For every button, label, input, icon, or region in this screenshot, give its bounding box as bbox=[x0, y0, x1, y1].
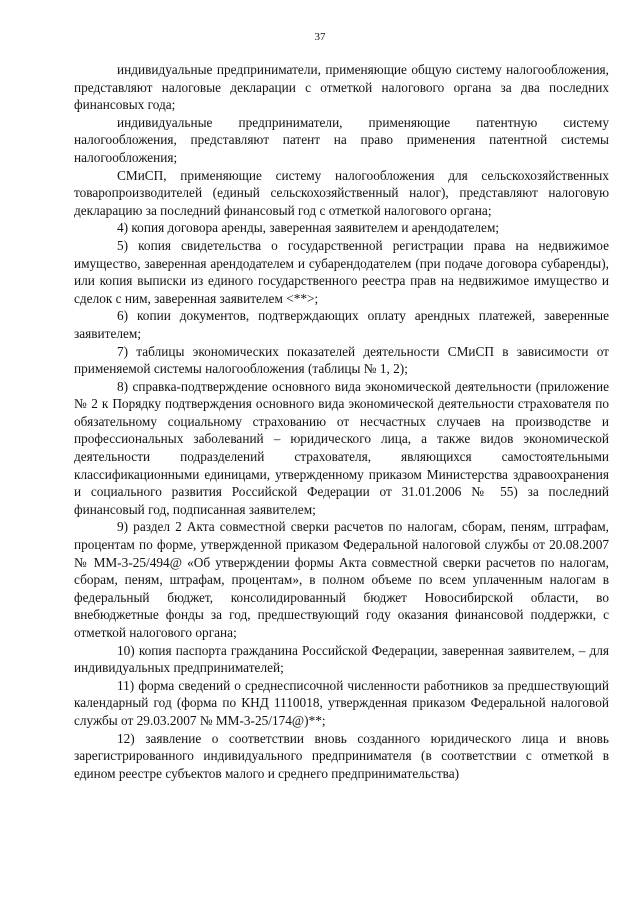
list-item-6: 6) копии документов, подтверждающих оплату арендных платежей, заверенные заявителем; bbox=[74, 308, 609, 341]
paragraph-ip-general-tax: индивидуальные предприниматели, применяющие общую систему налогообложения, представляют налоговые декларации с отметкой налогового органа за два последних финансовых года; bbox=[74, 62, 609, 113]
page-number: 37 bbox=[314, 31, 326, 43]
paragraph-ip-patent: индивидуальные предприниматели, применяющие патентную систему налогообложения, представляют патент на право применения патентной системы налогообложения; bbox=[74, 114, 609, 165]
list-item-7: 7) таблицы экономических показателей деятельности СМиСП в зависимости от применяемой системы налогообложения (таблицы № 1, 2); bbox=[74, 343, 609, 377]
list-item-8: 8) справка-подтверждение основного вида экономической деятельности (приложение № 2 к Порядку подтверждения основного вида экономической деятельности страхователя по обязательному социальному страхованию от несчастных случаев на производстве и профессиональных заболеваний – юридического лица, а также видов экономической деятельности подразделений страхователя, являющихся самостоятельными классификационными единицами, утвержденному приказом Министерства здравоохранения и социального развития Российской Федерации от 31.01.2006 № 55) за последний финансовый год, подписанная заявителем; bbox=[74, 378, 609, 517]
list-item-4: 4) копия договора аренды, заверенная заявителем и арендодателем; bbox=[117, 220, 500, 236]
list-item-12: 12) заявление о соответствии вновь созданного юридического лица и вновь зарегистрированного индивидуального предпринимателя (в соответствии с отметкой в едином реестре субъектов малого и среднего предпринимательства) bbox=[74, 730, 609, 781]
list-item-5: 5) копия свидетельства о государственной регистрации права на недвижимое имущество, заверенная арендодателем и субарендодателем (при подаче договора субаренды), или копия выписки из единого государственного реестра прав на недвижимое имущество и сделок с ним, заверенная заявителем <**>; bbox=[74, 237, 609, 306]
list-item-9: 9) раздел 2 Акта совместной сверки расчетов по налогам, сборам, пеням, штрафам, процентам по форме, утвержденной приказом Федеральной налоговой службы от 20.08.2007 № ММ-3-25/494@ «Об утверждении формы Акта совместной сверки расчетов по налогам, сборам, пеням, штрафам, процентам», в полном объеме по всем уплаченным налогам в федеральный бюджет, консолидированный бюджет Новосибирской области, во внебюджетные фонды за год, предшествующий году оказания финансовой поддержки, с отметкой налогового органа; bbox=[74, 519, 609, 640]
list-item-11: 11) форма сведений о среднесписочной численности работников за предшествующий календарный год (форма по КНД 1110018, утвержденная приказом Федеральной налоговой службы от 29.03.2007 № ММ-3-25/174@)**; bbox=[74, 677, 609, 728]
paragraph-smisp-agri-tax: СМиСП, применяющие систему налогообложения для сельскохозяйственных товаропроизводителей (единый сельскохозяйственный налог), представляют налоговую декларацию за последний финансовый год с отметкой налогового органа; bbox=[74, 167, 609, 218]
document-body bbox=[74, 61, 609, 782]
list-item-10: 10) копия паспорта гражданина Российской Федерации, заверенная заявителем, – для индивидуальных предпринимателей; bbox=[74, 642, 609, 676]
